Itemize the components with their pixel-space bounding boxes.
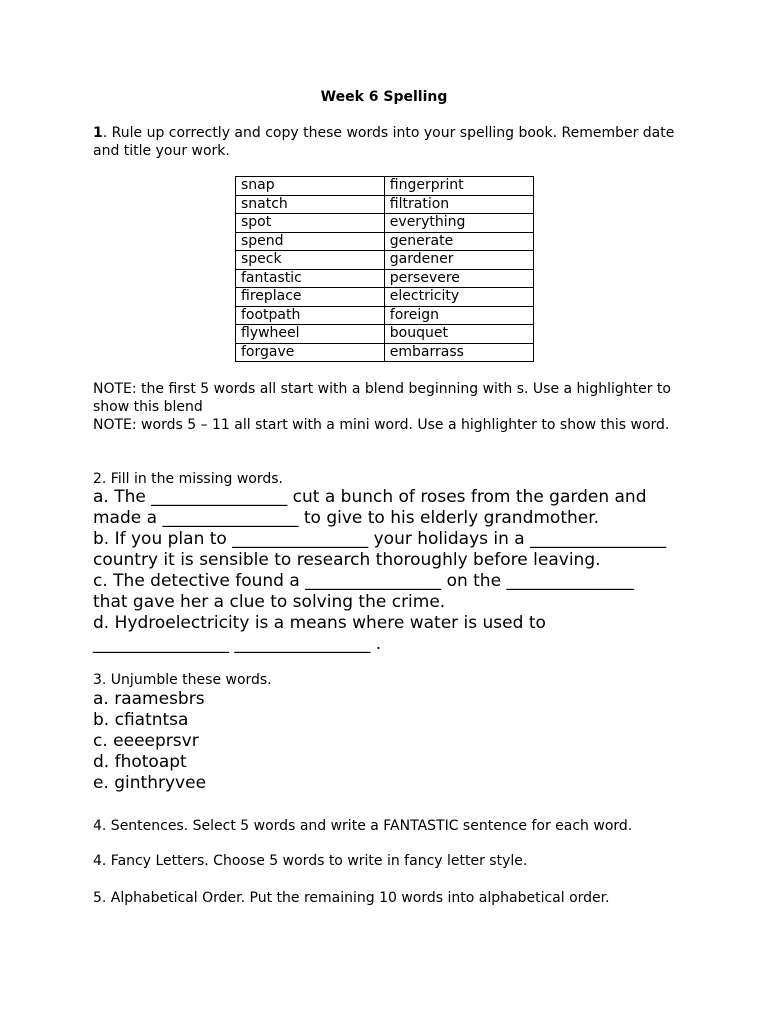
note-blend: NOTE: the first 5 words all start with a blend beginning with s. Use a highlighter to show this blend [93, 381, 671, 415]
word-table-row [236, 343, 534, 362]
task-2-line: ________________ ________________ . [93, 634, 382, 654]
task-2-line: b. If you plan to ________________ your holidays in a ________________ [93, 529, 667, 549]
unjumble-item: e. ginthryvee [93, 773, 207, 793]
word-cell-right: gardener [384, 251, 533, 270]
word-cell-right: everything [384, 214, 533, 233]
word-cell-right: embarrass [384, 343, 533, 362]
word-cell-left: spend [236, 232, 385, 251]
unjumble-item: a. raamesbrs [93, 689, 205, 709]
task-2-line: d. Hydroelectricity is a means where water is used to [93, 613, 546, 633]
page-title: Week 6 Spelling [320, 89, 448, 105]
word-cell-right: electricity [384, 288, 533, 307]
word-table-row [236, 214, 534, 233]
word-cell-left: spot [236, 214, 385, 233]
unjumble-item: c. eeeeprsvr [93, 731, 199, 751]
word-table-row [236, 232, 534, 251]
word-cell-left: snatch [236, 195, 385, 214]
task-1-instructions [93, 124, 683, 160]
word-cell-right: generate [384, 232, 533, 251]
task-2-line: that gave her a clue to solving the crime. [93, 592, 446, 612]
task-4-fancy-letters: 4. Fancy Letters. Choose 5 words to write in fancy letter style. [93, 853, 528, 869]
word-cell-left: fantastic [236, 269, 385, 288]
note-mini-word: NOTE: words 5 – 11 all start with a mini word. Use a highlighter to show this word. [93, 417, 670, 433]
task-3-heading: 3. Unjumble these words. [93, 672, 272, 688]
word-cell-right: foreign [384, 306, 533, 325]
task-2-line: a. The ________________ cut a bunch of roses from the garden and [93, 487, 647, 507]
word-table-row [236, 306, 534, 325]
task-1-text: . Rule up correctly and copy these words into your spelling book. Remember date and title your work. [93, 125, 675, 159]
word-cell-left: fireplace [236, 288, 385, 307]
task-2-line: made a ________________ to give to his elderly grandmother. [93, 508, 600, 528]
word-cell-left: footpath [236, 306, 385, 325]
word-cell-left: flywheel [236, 325, 385, 344]
word-table-row [236, 325, 534, 344]
word-table-row [236, 269, 534, 288]
word-table-row [236, 251, 534, 270]
task-2-heading: 2. Fill in the missing words. [93, 471, 283, 487]
word-cell-right: filtration [384, 195, 533, 214]
word-cell-right: fingerprint [384, 177, 533, 196]
task-2-line: country it is sensible to research thoroughly before leaving. [93, 550, 601, 570]
task-1-number: 1 [93, 125, 103, 141]
word-cell-right: bouquet [384, 325, 533, 344]
word-table-row [236, 288, 534, 307]
spelling-word-table [235, 176, 534, 362]
unjumble-item: d. fhotoapt [93, 752, 187, 772]
unjumble-item: b. cfiatntsa [93, 710, 189, 730]
task-2-line: c. The detective found a ________________ on the _______________ [93, 571, 634, 591]
word-cell-right: persevere [384, 269, 533, 288]
task-5-alphabetical: 5. Alphabetical Order. Put the remaining 10 words into alphabetical order. [93, 890, 610, 906]
word-table-row [236, 195, 534, 214]
word-cell-left: snap [236, 177, 385, 196]
task-4-sentences: 4. Sentences. Select 5 words and write a FANTASTIC sentence for each word. [93, 818, 633, 834]
word-table-row [236, 177, 534, 196]
word-cell-left: speck [236, 251, 385, 270]
word-cell-left: forgave [236, 343, 385, 362]
